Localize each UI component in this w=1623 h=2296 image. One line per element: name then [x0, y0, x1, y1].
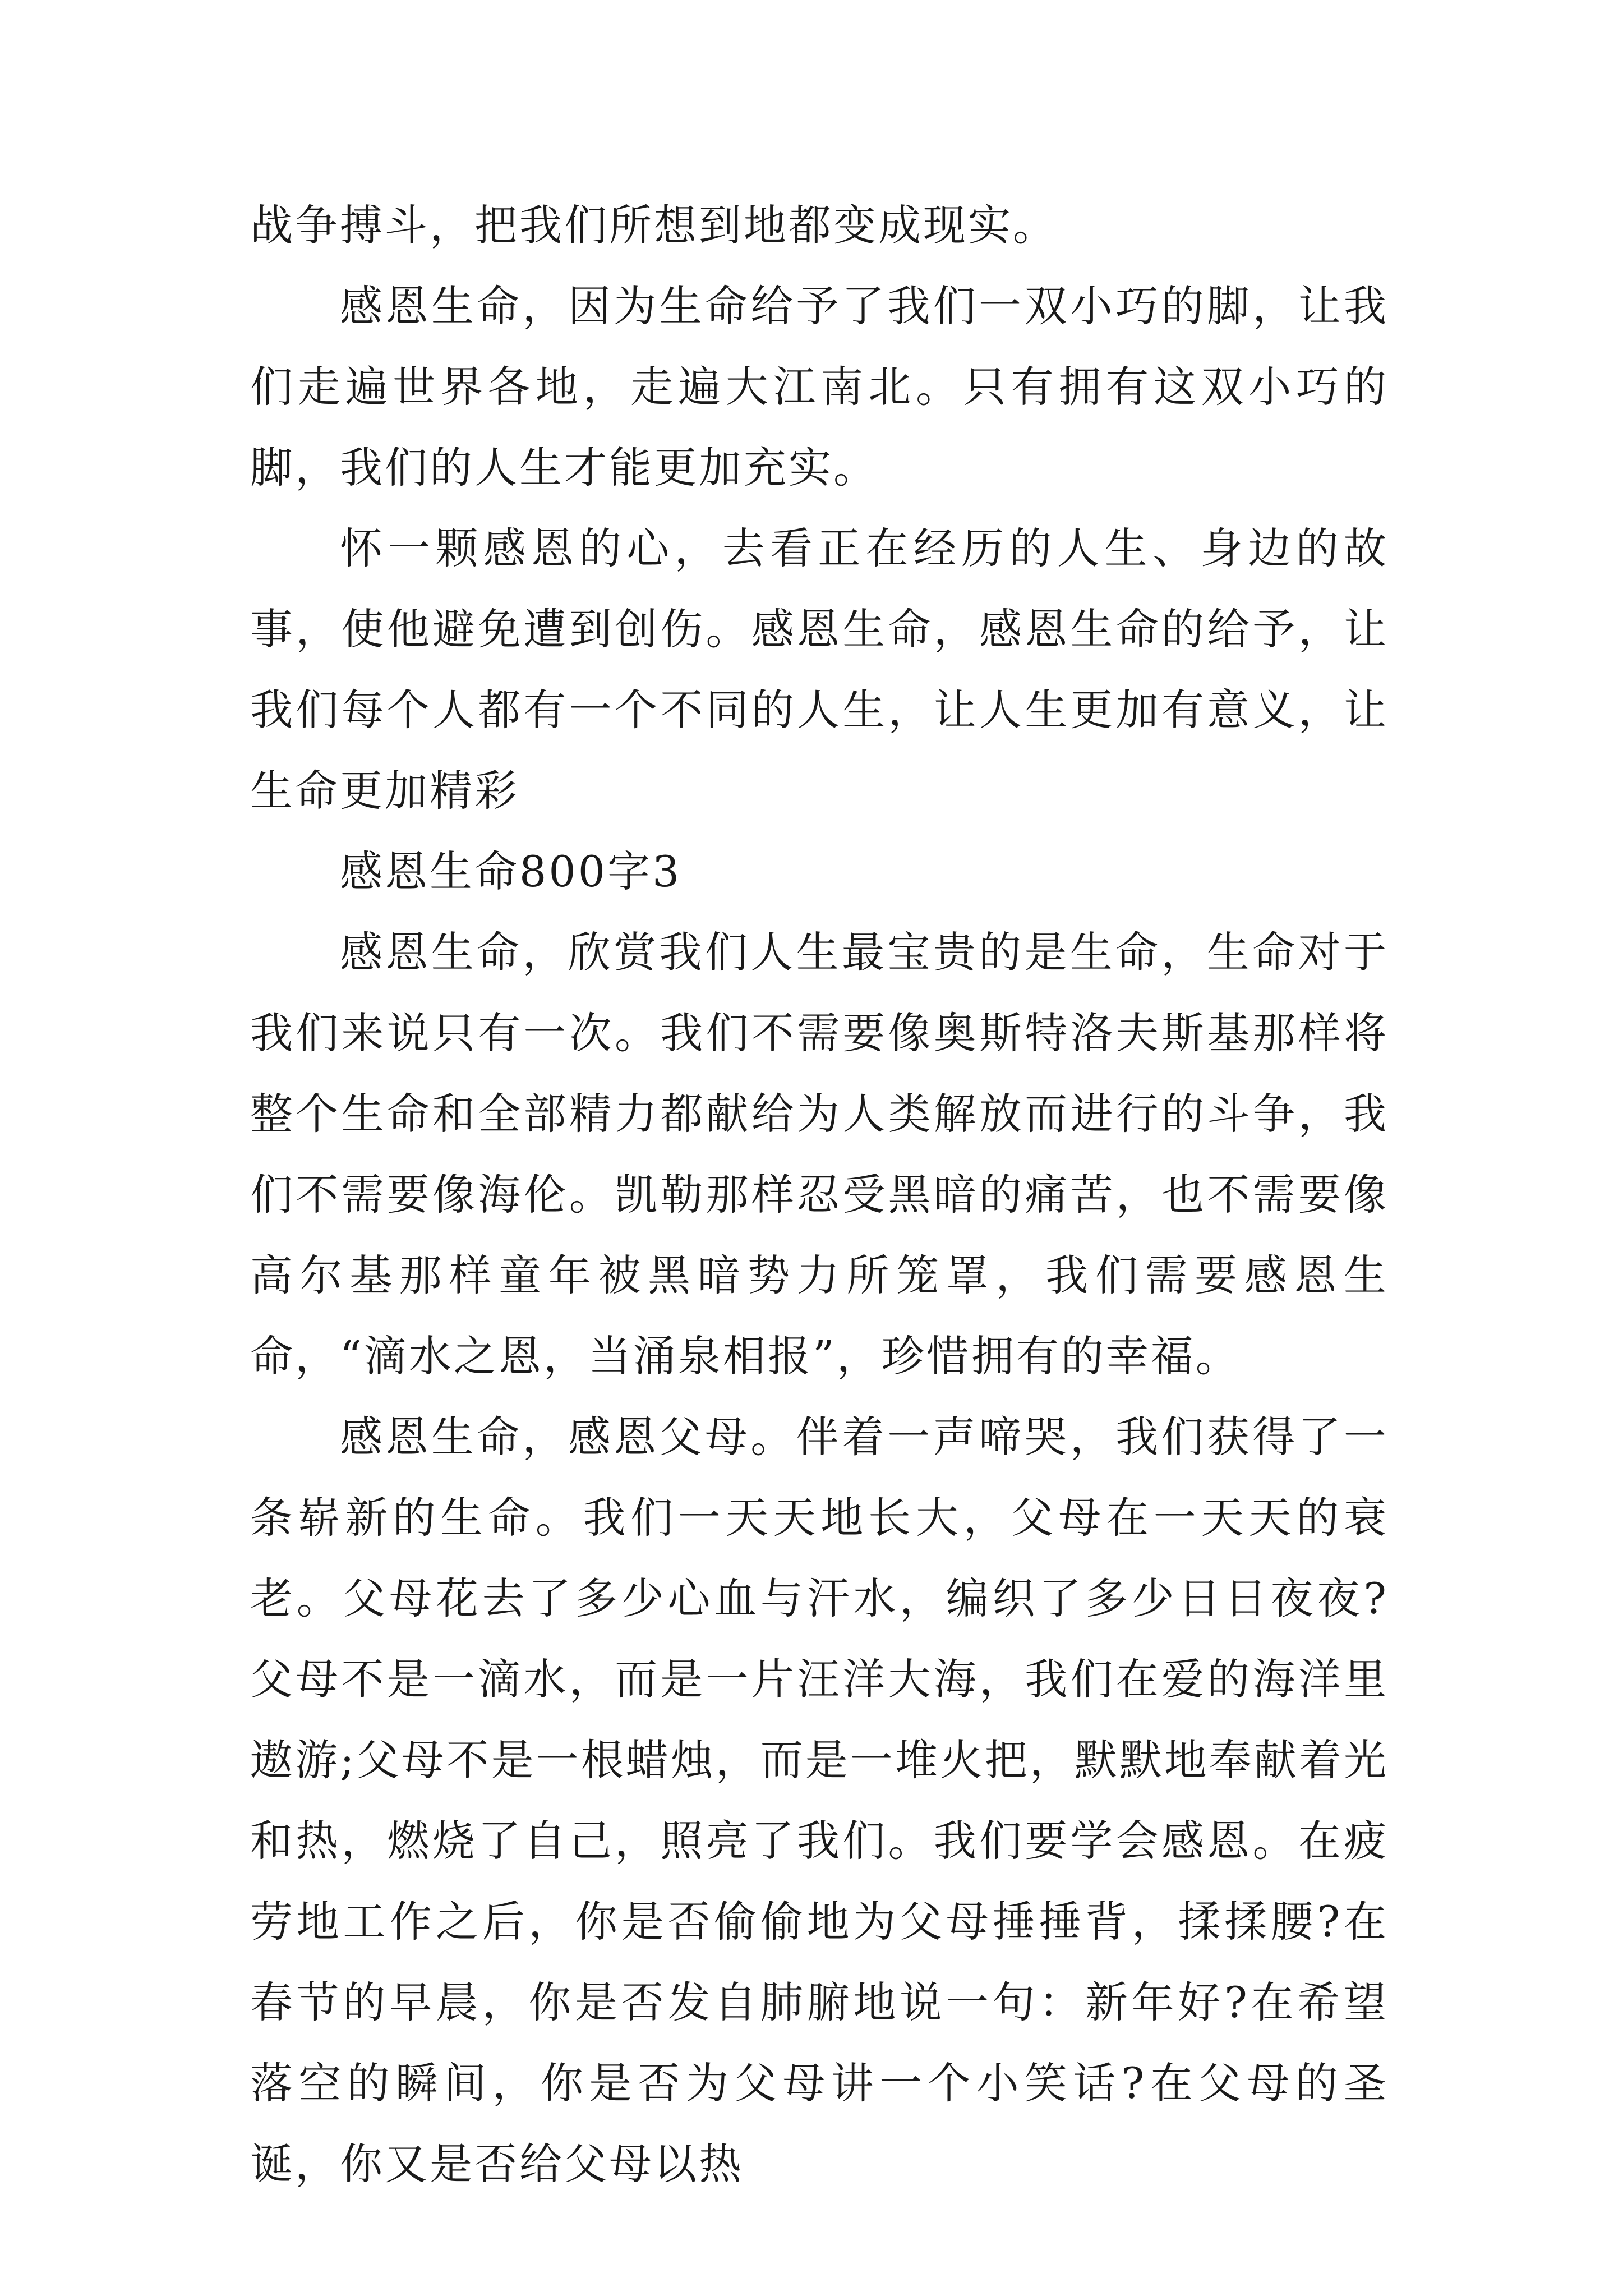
- section-heading: 感恩生命800字3: [340, 846, 682, 896]
- paragraph-2: 感恩生命，因为生命给予了我们一双小巧的脚，让我们走遍世界各地，走遍大江南北。只有拥有这双小巧的脚，我们的人生才能更加充实。: [250, 281, 1389, 493]
- paragraph-5: 感恩生命，感恩父母。伴着一声啼哭，我们获得了一条崭新的生命。我们一天天地长大，父母在一天天的衰老。父母花去了多少心血与汗水，编织了多少日日夜夜?父母不是一滴水，而是一片汪洋大海，我们在爱的海洋里遨游;父母不是一根蜡烛，而是一堆火把，默默地奉献着光和热，燃烧了自己，照亮了我们。我们要学会感恩。在疲劳地工作之后，你是否偷偷地为父母捶捶背，揉揉腰?在春节的早晨，你是否发自肺腑地说一句：新年好?在希望落空的瞬间，你是否为父母讲一个小笑话?在父母的圣诞，你又是否给父母以热: [250, 1412, 1389, 2189]
- paragraph-1: 战争搏斗，把我们所想到地都变成现实。: [250, 200, 1058, 250]
- document-body: [250, 185, 1389, 2205]
- paragraph-4: 感恩生命，欣赏我们人生最宝贵的是生命，生命对于我们来说只有一次。我们不需要像奥斯特洛夫斯基那样将整个生命和全部精力都献给为人类解放而进行的斗争，我们不需要像海伦。凯勒那样忍受黑暗的痛苦，也不需要像高尔基那样童年被黑暗势力所笼罩，我们需要感恩生命，“滴水之恩，当涌泉相报”，珍惜拥有的幸福。: [250, 927, 1389, 1381]
- paragraph-3: 怀一颗感恩的心，去看正在经历的人生、身边的故事，使他避免遭到创伤。感恩生命，感恩生命的给予，让我们每个人都有一个不同的人生，让人生更加有意义，让生命更加精彩: [250, 523, 1389, 816]
